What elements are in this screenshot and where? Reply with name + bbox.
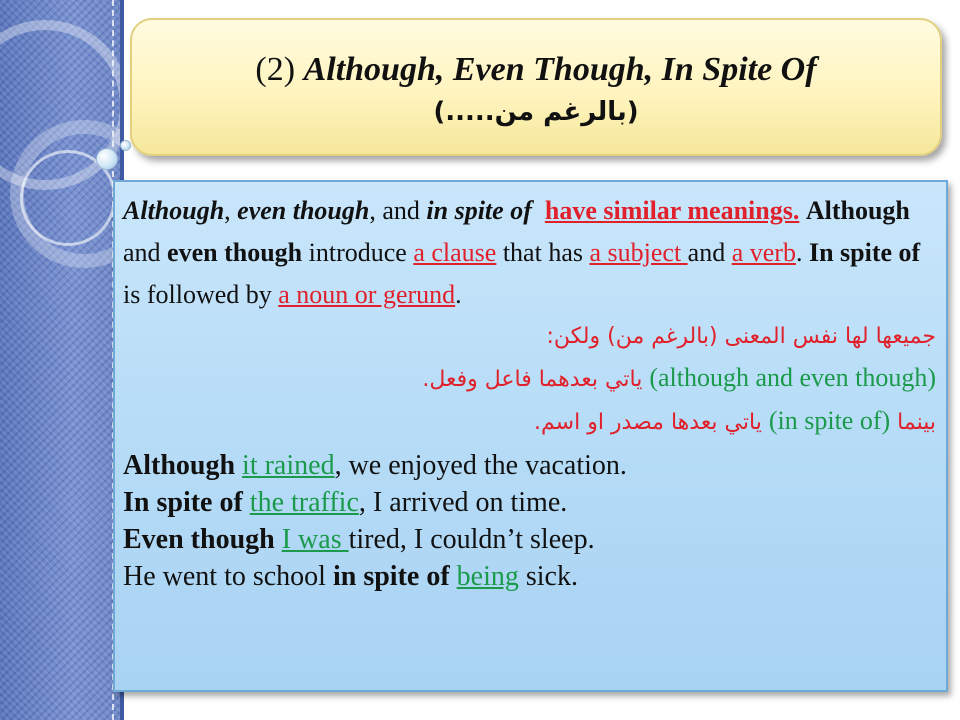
- text: that has: [496, 238, 590, 267]
- example-sentence-3: [123, 521, 936, 558]
- arabic-note-3: [123, 400, 936, 443]
- example-keyword: Even though: [123, 524, 275, 555]
- example-sentence-1: [123, 447, 936, 484]
- arabic-note-3-arabic: ياتي بعدها مصدر او اسم.: [534, 410, 769, 435]
- arabic-note-3-english: (in spite of): [768, 406, 891, 435]
- example-highlight: the traffic: [249, 487, 359, 518]
- highlight-verb: a verb: [731, 238, 796, 267]
- text: [532, 196, 545, 225]
- example-keyword: in spite of: [332, 561, 450, 592]
- denim-side-strip: [0, 0, 122, 720]
- title-main: Although, Even Though, In Spite Of: [303, 51, 817, 88]
- example-keyword: Although: [123, 450, 236, 481]
- decorative-bubble: [96, 148, 118, 170]
- text: introduce: [302, 238, 414, 267]
- text: and: [123, 238, 168, 267]
- explanation-paragraph: [123, 190, 936, 316]
- example-text: tired, I couldn’t sleep.: [348, 524, 595, 555]
- text: is followed by: [123, 280, 279, 309]
- example-keyword: In spite of: [123, 487, 243, 518]
- example-text: , I arrived on time.: [358, 487, 568, 518]
- term-although: Although: [123, 196, 225, 225]
- text: ,: [224, 196, 238, 225]
- highlight-similar-meanings: have similar meanings.: [544, 196, 800, 225]
- arabic-note-1: جميعها لها نفس المعنى (بالرغم من) ولكن:: [546, 324, 936, 349]
- example-highlight: being: [456, 561, 519, 592]
- arabic-note-2-arabic: ياتي بعدهما فاعل وفعل.: [422, 367, 650, 392]
- example-highlight: I was: [281, 524, 349, 555]
- arabic-note-2: [123, 357, 936, 400]
- example-sentence-4: [123, 558, 936, 595]
- term-even-though: even though: [237, 196, 370, 225]
- arabic-note-2-english: (although and even though): [649, 363, 936, 392]
- highlight-clause: a clause: [413, 238, 497, 267]
- content-box: [113, 180, 948, 692]
- text: , and: [369, 196, 427, 225]
- title-number: (2): [255, 51, 296, 88]
- example-text: sick.: [518, 561, 578, 592]
- example-highlight: it rained: [242, 450, 335, 481]
- title-arabic: (بالرغم من.....): [433, 97, 639, 127]
- title-box: [130, 18, 942, 156]
- example-text: He went to school: [123, 561, 333, 592]
- example-sentence-2: [123, 484, 936, 521]
- example-text: , we enjoyed the vacation.: [334, 450, 627, 481]
- term-in-spite-of-2: In spite of: [808, 238, 921, 267]
- highlight-subject: a subject: [589, 238, 688, 267]
- text: and: [687, 238, 732, 267]
- text: .: [455, 280, 462, 309]
- slide-title: [132, 48, 940, 92]
- term-although-2: Although: [805, 196, 910, 225]
- term-even-though-2: even though: [167, 238, 303, 267]
- arabic-note-3-lead: بينما: [890, 410, 936, 435]
- term-in-spite-of: in spite of: [426, 196, 532, 225]
- highlight-noun-gerund: a noun or gerund: [278, 280, 456, 309]
- decorative-bubble: [120, 140, 131, 151]
- text: .: [795, 238, 809, 267]
